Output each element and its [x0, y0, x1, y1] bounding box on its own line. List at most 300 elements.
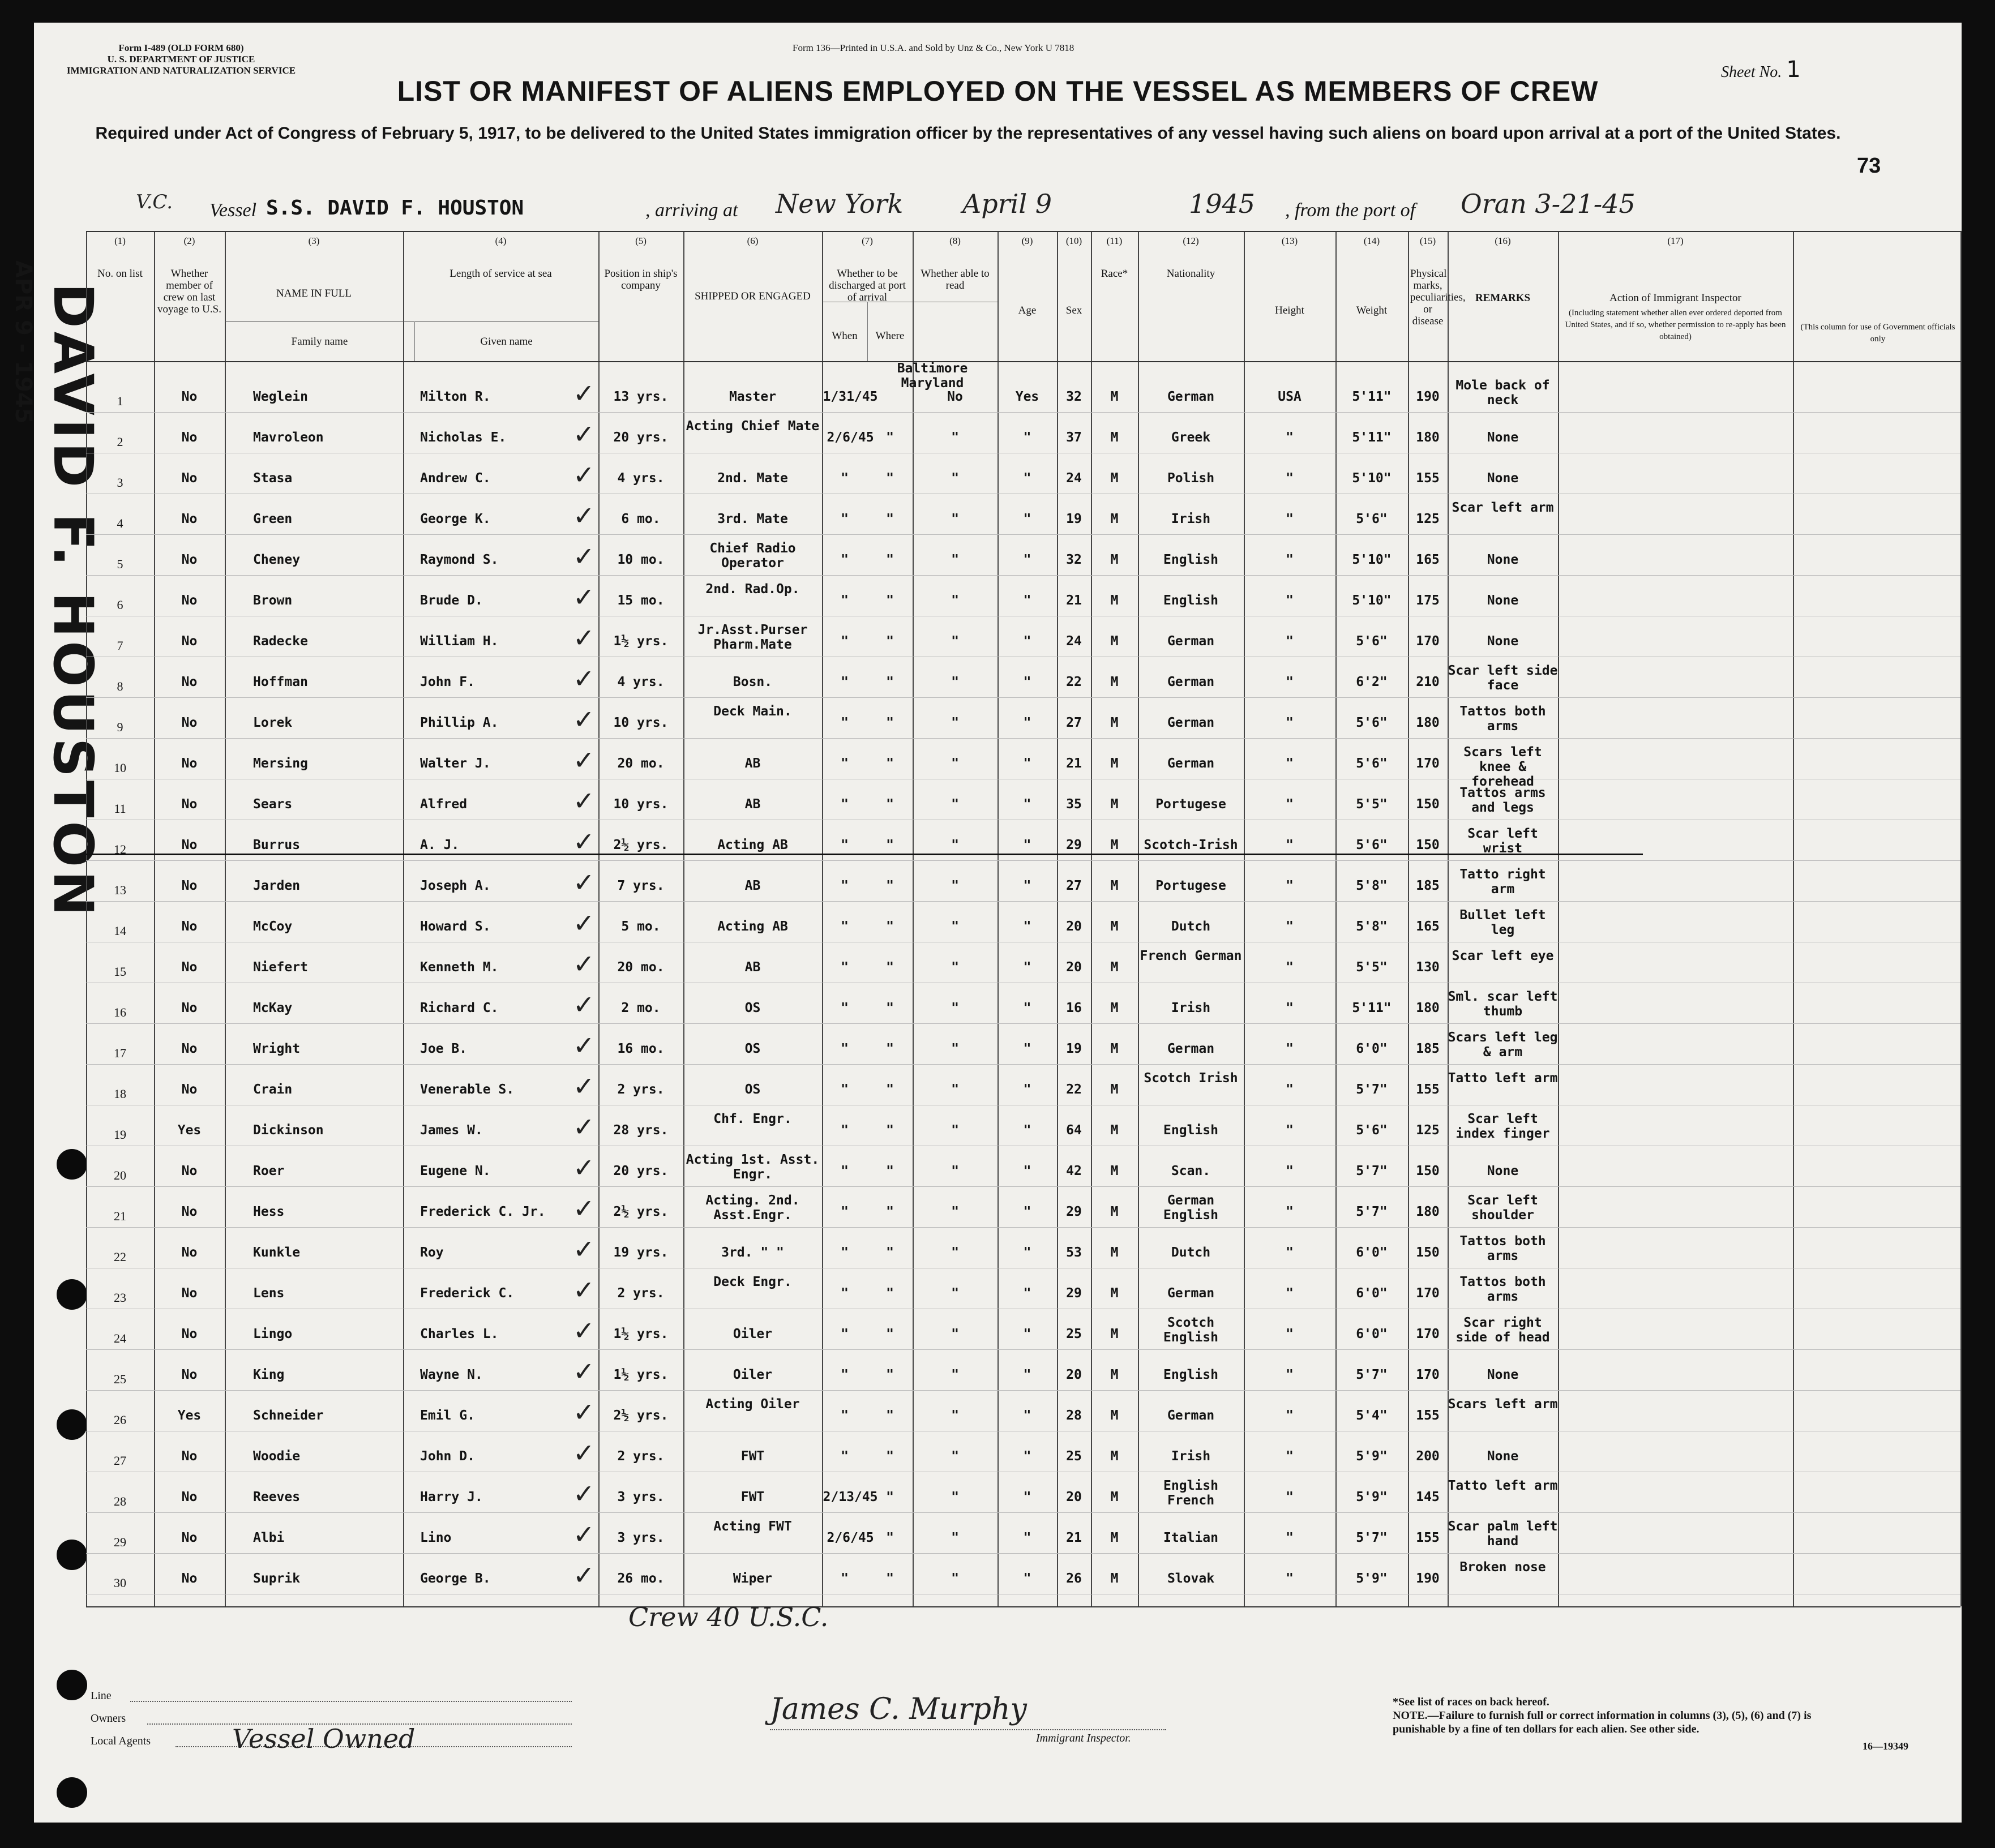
cell-prev: No — [181, 430, 198, 445]
column-number: (15) — [1419, 235, 1436, 246]
row-number: 18 — [114, 1087, 126, 1101]
cell-prev: No — [181, 1245, 198, 1260]
cell-race: Portugese — [1155, 797, 1226, 812]
cell-marks: Scars left arm — [1448, 1397, 1558, 1412]
cell-when: 1/31/45 — [823, 389, 878, 404]
cell-when: 2/13/45 — [823, 1490, 878, 1504]
cell-when: " — [841, 1408, 849, 1423]
cell-service: 26 mo. — [617, 1571, 665, 1586]
cell-read: " — [1023, 838, 1031, 852]
row-strikethrough — [86, 854, 1643, 855]
cell-marks: Mole back of neck — [1455, 378, 1550, 408]
crew-note: Crew 40 U.S.C. — [628, 1602, 829, 1632]
cell-service: 2½ yrs. — [613, 1204, 669, 1219]
cell-family: Lens — [253, 1286, 285, 1301]
cell-given: Andrew C. — [420, 471, 491, 486]
row-number: 9 — [117, 720, 123, 734]
cell-marks: Scar palm left hand — [1448, 1519, 1558, 1549]
cell-prev: No — [181, 1571, 198, 1586]
column-number: (2) — [183, 235, 195, 246]
cell-service: 28 yrs. — [613, 1123, 669, 1138]
cell-service: 15 mo. — [617, 593, 665, 608]
vessel-mark: V.C. — [136, 191, 173, 213]
check-mark-icon: ✓ — [573, 1152, 595, 1183]
cell-family: Weglein — [253, 389, 308, 404]
cell-weight: 125 — [1416, 1123, 1440, 1138]
cell-service: 3 yrs. — [617, 1490, 665, 1504]
cell-read: " — [1023, 593, 1031, 608]
cell-given: Walter J. — [420, 756, 491, 771]
cell-prev: No — [181, 593, 198, 608]
row-number: 11 — [114, 801, 126, 816]
sheet-value: 1 — [1786, 57, 1801, 83]
cell-family: Radecke — [253, 634, 308, 649]
row-rule — [86, 1349, 1960, 1350]
check-mark-icon: ✓ — [573, 378, 595, 409]
cell-height: 5'11" — [1352, 389, 1392, 404]
cell-position: 3rd. " " — [721, 1245, 784, 1260]
cell-discharge: " — [951, 1041, 959, 1056]
cell-race: German — [1167, 634, 1215, 649]
cell-read: " — [1023, 1164, 1031, 1178]
cell-where: " — [886, 430, 894, 445]
cell-family: Kunkle — [253, 1245, 301, 1260]
cell-prev: No — [181, 878, 198, 893]
cell-weight: 165 — [1416, 552, 1440, 567]
cell-sex: M — [1110, 1530, 1119, 1545]
column-header: Action of Immigrant Inspector — [1609, 292, 1741, 304]
date-stamp: APR 9 - 1945 — [10, 260, 36, 424]
check-mark-icon: ✓ — [573, 826, 595, 857]
cell-service: 1½ yrs. — [613, 1327, 669, 1341]
row-rule — [86, 1064, 1960, 1065]
cell-nationality: " — [1286, 1123, 1294, 1138]
cell-nationality: " — [1286, 512, 1294, 526]
cell-marks: Scar left arm — [1452, 500, 1554, 515]
cell-service: 20 mo. — [617, 756, 665, 771]
cell-read: Yes — [1015, 389, 1039, 404]
cell-position: FWT — [740, 1449, 765, 1464]
cell-race: Polish — [1167, 471, 1215, 486]
cell-height: 6'0" — [1356, 1327, 1388, 1341]
cell-where: " — [886, 878, 894, 893]
manifest-page — [10, 23, 1962, 1823]
cell-position: OS — [744, 1041, 761, 1056]
cell-prev: No — [181, 960, 198, 975]
cell-race: German — [1167, 756, 1215, 771]
cell-marks: Tatto right arm — [1459, 867, 1546, 897]
cell-prev: No — [181, 756, 198, 771]
cell-marks: Scar right side of head — [1455, 1315, 1550, 1345]
row-number: 6 — [117, 598, 123, 612]
column-header: Height — [1275, 305, 1304, 316]
cell-age: 32 — [1066, 389, 1082, 404]
cell-sex: M — [1110, 675, 1119, 689]
cell-marks: Tattos arms and legs — [1459, 786, 1546, 815]
column-header: NAME IN FULL — [276, 288, 352, 299]
cell-family: Cheney — [253, 552, 301, 567]
cell-height: 5'10" — [1352, 593, 1392, 608]
cell-position: 3rd. Mate — [717, 512, 788, 526]
cell-family: Lorek — [253, 715, 293, 730]
table-border — [86, 231, 1960, 232]
cell-age: 22 — [1066, 1082, 1082, 1097]
department: U. S. DEPARTMENT OF JUSTICE — [107, 54, 255, 65]
row-rule — [86, 412, 1960, 413]
cell-height: 5'7" — [1356, 1530, 1388, 1545]
cell-marks: Tatto left arm — [1448, 1478, 1558, 1493]
column-number: (17) — [1667, 235, 1684, 246]
row-number: 29 — [114, 1535, 126, 1549]
check-mark-icon: ✓ — [573, 623, 595, 653]
cell-age: 35 — [1066, 797, 1082, 812]
cell-age: 24 — [1066, 634, 1082, 649]
penalty-note: NOTE.—Failure to furnish full or correct information in columns (3), (5), (6) and (7) is punishable by a fine of ten dollars for each alien. See other side. — [1393, 1709, 1812, 1735]
check-mark-icon: ✓ — [573, 460, 595, 490]
cell-discharge: " — [951, 1001, 959, 1015]
cell-height: 6'0" — [1356, 1041, 1388, 1056]
cell-sex: M — [1110, 1367, 1119, 1382]
column-header: REMARKS — [1475, 292, 1531, 304]
row-rule — [86, 575, 1960, 576]
cell-age: 64 — [1066, 1123, 1082, 1138]
row-number: 12 — [114, 842, 126, 856]
cell-marks: None — [1487, 552, 1519, 567]
cell-given: Nicholas E. — [420, 430, 507, 445]
row-number: 1 — [117, 394, 123, 408]
subheader-divider — [414, 321, 415, 361]
cell-weight: 150 — [1416, 1245, 1440, 1260]
table-border — [86, 361, 1960, 362]
cell-age: 25 — [1066, 1449, 1082, 1464]
cell-position: Acting FWT — [713, 1519, 792, 1534]
cell-age: 21 — [1066, 756, 1082, 771]
cell-height: 6'0" — [1356, 1245, 1388, 1260]
cell-position: OS — [744, 1082, 761, 1097]
cell-prev: No — [181, 675, 198, 689]
cell-sex: M — [1110, 838, 1119, 852]
footnote — [1393, 1695, 1846, 1736]
check-mark-icon: ✓ — [573, 704, 595, 735]
cell-marks: None — [1487, 1449, 1519, 1464]
column-header: Physical marks, peculiarities, or disease — [1410, 268, 1466, 327]
arriving-port: New York — [776, 188, 904, 219]
cell-height: 6'0" — [1356, 1286, 1388, 1301]
cell-where: " — [886, 675, 894, 689]
row-number: 16 — [114, 1005, 126, 1019]
service-name: IMMIGRATION AND NATURALIZATION SERVICE — [66, 65, 296, 76]
line-field — [130, 1701, 572, 1702]
cell-prev: No — [181, 919, 198, 934]
cell-discharge: " — [951, 1123, 959, 1138]
cell-when: " — [841, 1245, 849, 1260]
where-header: Where — [875, 330, 905, 342]
cell-read: " — [1023, 878, 1031, 893]
cell-position: Acting Oiler — [705, 1397, 800, 1412]
cell-sex: M — [1110, 430, 1119, 445]
row-number: 28 — [114, 1494, 126, 1508]
cell-discharge: " — [951, 960, 959, 975]
cell-sex: M — [1110, 389, 1119, 404]
check-mark-icon: ✓ — [573, 1356, 595, 1387]
cell-when: " — [841, 715, 849, 730]
cell-height: 5'5" — [1356, 797, 1388, 812]
cell-given: Eugene N. — [420, 1164, 491, 1178]
cell-height: 5'7" — [1356, 1367, 1388, 1382]
check-mark-icon: ✓ — [573, 663, 595, 694]
cell-service: 20 mo. — [617, 960, 665, 975]
cell-discharge: " — [951, 838, 959, 852]
punch-hole — [57, 1149, 87, 1180]
cell-service: 5 mo. — [621, 919, 661, 934]
cell-marks: Tattos both arms — [1459, 1234, 1546, 1263]
row-rule — [86, 534, 1960, 535]
cell-when: " — [841, 1204, 849, 1219]
cell-race: German — [1167, 1286, 1215, 1301]
check-mark-icon: ✓ — [573, 989, 595, 1020]
cell-position: Chf. Engr. — [713, 1112, 792, 1126]
cell-position: AB — [744, 797, 761, 812]
cell-when: " — [841, 919, 849, 934]
cell-nationality: " — [1286, 1245, 1294, 1260]
cell-read: " — [1023, 1082, 1031, 1097]
cell-where: " — [886, 715, 894, 730]
cell-weight: 185 — [1416, 1041, 1440, 1056]
cell-service: 10 mo. — [617, 552, 665, 567]
cell-read: " — [1023, 552, 1031, 567]
cell-family: Crain — [253, 1082, 293, 1097]
cell-prev: No — [181, 1204, 198, 1219]
cell-read: " — [1023, 756, 1031, 771]
cell-age: 26 — [1066, 1571, 1082, 1586]
cell-given: Harry J. — [420, 1490, 483, 1504]
column-header: Length of service at sea — [449, 268, 552, 280]
check-mark-icon: ✓ — [573, 1030, 595, 1061]
cell-given: Richard C. — [420, 1001, 499, 1015]
row-rule — [86, 1227, 1960, 1228]
cell-service: 4 yrs. — [617, 471, 665, 486]
punch-hole — [57, 1409, 87, 1440]
cell-sex: M — [1110, 1327, 1119, 1341]
cell-prev: No — [181, 1449, 198, 1464]
cell-height: 5'6" — [1356, 715, 1388, 730]
cell-service: 10 yrs. — [613, 797, 669, 812]
cell-given: Raymond S. — [420, 552, 499, 567]
cell-read: " — [1023, 715, 1031, 730]
crew-table — [86, 231, 1960, 1606]
from-port: Oran 3-21-45 — [1461, 188, 1636, 219]
cell-where: " — [886, 1408, 894, 1423]
cell-service: 2 mo. — [621, 1001, 661, 1015]
cell-sex: M — [1110, 878, 1119, 893]
column-number: (14) — [1363, 235, 1380, 246]
check-mark-icon: ✓ — [573, 541, 595, 572]
column-header: Age — [1018, 305, 1037, 316]
cell-age: 37 — [1066, 430, 1082, 445]
cell-prev: No — [181, 797, 198, 812]
cell-age: 21 — [1066, 1530, 1082, 1545]
cell-height: 5'10" — [1352, 471, 1392, 486]
cell-nationality: " — [1286, 1408, 1294, 1423]
cell-race: Dutch — [1171, 1245, 1211, 1260]
cell-marks: Tattos both arms — [1459, 1275, 1546, 1304]
cell-discharge: " — [951, 1571, 959, 1586]
cell-given: Joseph A. — [420, 878, 491, 893]
cell-when: " — [841, 960, 849, 975]
cell-marks: Tattos both arms — [1459, 704, 1546, 734]
cell-given: Joe B. — [420, 1041, 468, 1056]
cell-discharge: " — [951, 919, 959, 934]
cell-where: " — [886, 1164, 894, 1178]
cell-family: Reeves — [253, 1490, 301, 1504]
row-number: 23 — [114, 1290, 126, 1305]
cell-sex: M — [1110, 1164, 1119, 1178]
cell-discharge: " — [951, 1367, 959, 1382]
cell-sex: M — [1110, 1245, 1119, 1260]
cell-height: 5'5" — [1356, 960, 1388, 975]
column-number: (4) — [495, 235, 507, 246]
cell-discharge: " — [951, 1082, 959, 1097]
cell-marks: None — [1487, 1164, 1519, 1178]
cell-service: 20 yrs. — [613, 430, 669, 445]
cell-where: " — [886, 1041, 894, 1056]
cell-where: " — [886, 1530, 894, 1545]
cell-family: Albi — [253, 1530, 285, 1545]
agents-label: Local Agents — [91, 1735, 151, 1747]
cell-service: 10 yrs. — [613, 715, 669, 730]
check-mark-icon: ✓ — [573, 1519, 595, 1550]
cell-weight: 180 — [1416, 715, 1440, 730]
cell-read: " — [1023, 634, 1031, 649]
row-number: 8 — [117, 679, 123, 693]
cell-when: " — [841, 1123, 849, 1138]
cell-prev: No — [181, 1367, 198, 1382]
cell-position: 2nd. Rad.Op. — [705, 582, 800, 597]
cell-nationality: " — [1286, 1367, 1294, 1382]
cell-prev: No — [181, 1327, 198, 1341]
cell-nationality: " — [1286, 1204, 1294, 1219]
cell-prev: No — [181, 1286, 198, 1301]
vessel-info-line — [136, 188, 1834, 229]
cell-weight: 180 — [1416, 1204, 1440, 1219]
arrival-date: April 9 — [962, 188, 1052, 219]
cell-prev: No — [181, 389, 198, 404]
cell-prev: No — [181, 1490, 198, 1504]
cell-race: English French — [1163, 1478, 1218, 1508]
cell-when: " — [841, 756, 849, 771]
check-mark-icon: ✓ — [573, 949, 595, 979]
cell-race: German — [1167, 675, 1215, 689]
cell-when: " — [841, 1082, 849, 1097]
cell-weight: 150 — [1416, 1164, 1440, 1178]
cell-given: Lino — [420, 1530, 452, 1545]
cell-position: 2nd. Mate — [717, 471, 788, 486]
cell-given: Venerable S. — [420, 1082, 515, 1097]
cell-service: 2 yrs. — [617, 1082, 665, 1097]
cell-family: Hoffman — [253, 675, 308, 689]
cell-nationality: " — [1286, 1164, 1294, 1178]
column-header: Position in ship's company — [604, 268, 678, 291]
column-divider — [1960, 231, 1962, 1606]
row-number: 3 — [117, 475, 123, 490]
inspector-signature: James C. Murphy — [770, 1692, 1027, 1726]
inspector-label: Immigrant Inspector. — [1036, 1732, 1131, 1744]
check-mark-icon: ✓ — [573, 1112, 595, 1142]
cell-age: 24 — [1066, 471, 1082, 486]
row-number: 14 — [114, 924, 126, 938]
row-rule — [86, 1023, 1960, 1024]
cell-sex: M — [1110, 960, 1119, 975]
cell-weight: 155 — [1416, 1082, 1440, 1097]
cell-when: " — [841, 838, 849, 852]
cell-position: Master — [729, 389, 777, 404]
cell-prev: Yes — [177, 1123, 202, 1138]
cell-discharge: " — [951, 797, 959, 812]
cell-marks: Tatto left arm — [1448, 1071, 1558, 1086]
arrival-year: 1945 — [1189, 188, 1256, 219]
cell-given: Wayne N. — [420, 1367, 483, 1382]
row-number: 13 — [114, 883, 126, 897]
cell-given: Kenneth M. — [420, 960, 499, 975]
owners-label: Owners — [91, 1712, 126, 1725]
cell-family: Brown — [253, 593, 293, 608]
cell-family: Mavroleon — [253, 430, 324, 445]
cell-marks: Bullet left leg — [1459, 908, 1546, 937]
cell-age: 25 — [1066, 1327, 1082, 1341]
cell-marks: Scars left knee & forehead — [1463, 745, 1542, 789]
cell-service: 1½ yrs. — [613, 1367, 669, 1382]
cell-when: " — [841, 1327, 849, 1341]
cell-weight: 210 — [1416, 675, 1440, 689]
cell-when: " — [841, 471, 849, 486]
when-header: When — [832, 330, 858, 342]
cell-nationality: " — [1286, 1530, 1294, 1545]
form-code: 16—19349 — [1863, 1740, 1908, 1752]
cell-where: Baltimore Maryland — [897, 361, 968, 391]
cell-race: German — [1167, 1041, 1215, 1056]
cell-age: 28 — [1066, 1408, 1082, 1423]
row-number: 20 — [114, 1168, 126, 1182]
cell-marks: Scar left index finger — [1455, 1112, 1550, 1141]
row-number: 5 — [117, 557, 123, 571]
cell-service: 6 mo. — [621, 512, 661, 526]
family-name-header: Family name — [291, 336, 348, 348]
row-number: 26 — [114, 1413, 126, 1427]
cell-given: John F. — [420, 675, 475, 689]
cell-marks: None — [1487, 430, 1519, 445]
cell-race: German — [1167, 1408, 1215, 1423]
column-header: Nationality — [1166, 268, 1215, 280]
cell-sex: M — [1110, 1490, 1119, 1504]
page-title: LIST OR MANIFEST OF ALIENS EMPLOYED ON THE VESSEL AS MEMBERS OF CREW — [397, 75, 1599, 107]
cell-where: " — [886, 593, 894, 608]
cell-family: Jarden — [253, 878, 301, 893]
cell-nationality: " — [1286, 1449, 1294, 1464]
cell-prev: No — [181, 1530, 198, 1545]
cell-age: 42 — [1066, 1164, 1082, 1178]
cell-family: Roer — [253, 1164, 285, 1178]
cell-prev: No — [181, 1082, 198, 1097]
cell-age: 21 — [1066, 593, 1082, 608]
cell-read: " — [1023, 797, 1031, 812]
subheader-divider — [867, 302, 868, 361]
cell-when: " — [841, 1164, 849, 1178]
cell-nationality: " — [1286, 1490, 1294, 1504]
cell-weight: 190 — [1416, 389, 1440, 404]
cell-discharge: " — [951, 715, 959, 730]
cell-position: AB — [744, 756, 761, 771]
cell-given: Emil G. — [420, 1408, 475, 1423]
